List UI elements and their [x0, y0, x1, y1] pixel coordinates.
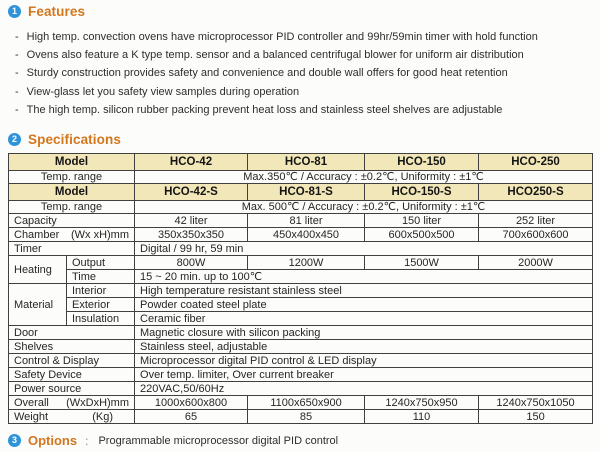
bullet-dash: - — [15, 49, 19, 62]
table-row-chamber — [9, 228, 593, 242]
features-title: Features — [28, 4, 86, 19]
spec-value: 150 liter — [365, 214, 479, 228]
spec-value: 600x500x500 — [365, 228, 479, 242]
list-item — [15, 64, 600, 82]
feature-text: High temp. convection ovens have microprocessor PID controller and 99hr/59min timer with hold function — [26, 31, 538, 43]
spec-value: 150 — [479, 410, 593, 424]
spec-value: 2000W — [479, 256, 593, 270]
spec-value: Over temp. limiter, Over current breaker — [135, 368, 593, 382]
spec-value: Digital / 99 hr, 59 min — [135, 242, 593, 256]
table-row-capacity — [9, 214, 593, 228]
row-label: Temp. range — [9, 171, 135, 184]
weight-unit-label: (Kg) — [92, 410, 114, 423]
bullet-dash: - — [15, 31, 19, 43]
spec-value: 15 ~ 20 min. up to 100℃ — [135, 270, 593, 284]
spec-value: Microprocessor digital PID control & LED display — [135, 354, 593, 368]
table-row-safety-device — [9, 368, 593, 382]
row-label — [9, 228, 135, 242]
spec-value: 85 — [248, 410, 365, 424]
bullet-dash: - — [15, 67, 19, 80]
row-group-label: Heating — [9, 256, 67, 284]
table-row-weight — [9, 410, 593, 424]
list-item — [15, 46, 600, 64]
row-sub-label: Time — [67, 270, 135, 284]
row-label — [9, 396, 135, 410]
spec-table — [8, 153, 593, 424]
spec-value: 800W — [135, 256, 248, 270]
features-list — [15, 28, 600, 119]
model-cell: HCO-250 — [479, 154, 593, 171]
model-cell: HCO-42 — [135, 154, 248, 171]
table-row-door — [9, 326, 593, 340]
table-row-power-source — [9, 382, 593, 396]
options-title: Options — [28, 433, 78, 449]
list-item — [15, 28, 600, 46]
table-row-overall — [9, 396, 593, 410]
table-row-shelves — [9, 340, 593, 354]
overall-label: Overall — [14, 396, 49, 409]
row-label: Temp. range — [9, 201, 135, 214]
section-number-2-icon: 2 — [8, 133, 21, 146]
spec-value: 1500W — [365, 256, 479, 270]
chamber-label: Chamber — [14, 228, 60, 241]
section-number-1-icon: 1 — [8, 5, 21, 18]
specifications-section-header — [8, 132, 600, 147]
overall-unit-label: (WxDxH)mm — [66, 396, 130, 409]
row-sub-label: Output — [67, 256, 135, 270]
table-row-heating-time — [9, 270, 593, 284]
specifications-title: Specifications — [28, 132, 121, 148]
features-section-header — [8, 4, 600, 19]
spec-value: 65 — [135, 410, 248, 424]
spec-value: 1000x600x800 — [135, 396, 248, 410]
options-text: Programmable microprocessor digital PID control — [98, 434, 339, 447]
table-row-temp-range-2 — [9, 201, 593, 214]
model-cell: HCO-150 — [365, 154, 479, 171]
spec-value: Magnetic closure with silicon packing — [135, 326, 593, 340]
spec-value: 81 liter — [248, 214, 365, 228]
row-sub-label: Exterior — [67, 298, 135, 312]
row-label: Control & Display — [9, 354, 135, 368]
spec-value: 1240x750x950 — [365, 396, 479, 410]
feature-text: The high temp. silicon rubber packing prevent heat loss and stainless steel shelves are adjustable — [26, 103, 503, 116]
table-row-model-2 — [9, 184, 593, 201]
chamber-unit-label: (Wx xH)mm — [70, 228, 130, 241]
section-number-3-icon: 3 — [8, 434, 21, 447]
spec-value: Stainless steel, adjustable — [135, 340, 593, 354]
spec-value: Max.350℃ / Accuracy : ±0.2℃, Uniformity : ±1℃ — [135, 171, 593, 184]
spec-value: 1240x750x1050 — [479, 396, 593, 410]
list-item — [15, 83, 600, 101]
row-group-label: Material — [9, 284, 67, 326]
spec-value: Powder coated steel plate — [135, 298, 593, 312]
spec-value: 1100x650x900 — [248, 396, 365, 410]
row-label: Capacity — [9, 214, 135, 228]
row-sub-label: Insulation — [67, 312, 135, 326]
spec-value: 42 liter — [135, 214, 248, 228]
options-section — [8, 433, 600, 448]
model-cell: HCO-150-S — [365, 184, 479, 201]
row-sub-label: Interior — [67, 284, 135, 298]
table-row-temp-range-1 — [9, 171, 593, 184]
table-row-control-display — [9, 354, 593, 368]
spec-value: 252 liter — [479, 214, 593, 228]
weight-label: Weight — [14, 410, 49, 423]
spec-value: 1200W — [248, 256, 365, 270]
feature-text: Sturdy construction provides safety and convenience and double wall offers for good heat retention — [26, 67, 508, 80]
options-colon: : — [85, 433, 89, 448]
row-label: Door — [9, 326, 135, 340]
spec-value: 700x600x600 — [479, 228, 593, 242]
table-row-timer — [9, 242, 593, 256]
spec-value: Ceramic fiber — [135, 312, 593, 326]
row-label: Shelves — [9, 340, 135, 354]
spec-value: 220VAC,50/60Hz — [135, 382, 593, 396]
spec-value: 450x400x450 — [248, 228, 365, 242]
row-label: Model — [9, 184, 135, 201]
spec-value: 110 — [365, 410, 479, 424]
row-label: Safety Device — [9, 368, 135, 382]
row-label: Power source — [9, 382, 135, 396]
model-cell: HCO-81-S — [248, 184, 365, 201]
feature-text: Ovens also feature a K type temp. sensor and a balanced centrifugal blower for uniform air distribution — [26, 49, 524, 62]
table-row-heating-output — [9, 256, 593, 270]
list-item — [15, 101, 600, 119]
row-label: Model — [9, 154, 135, 171]
model-cell: HCO-42-S — [135, 184, 248, 201]
table-row-model-1 — [9, 154, 593, 171]
spec-value: 350x350x350 — [135, 228, 248, 242]
table-row-material-insulation — [9, 312, 593, 326]
bullet-dash: - — [15, 103, 19, 116]
model-cell: HCO-81 — [248, 154, 365, 171]
table-row-material-exterior — [9, 298, 593, 312]
row-label — [9, 410, 135, 424]
spec-value: Max. 500℃ / Accuracy : ±0.2℃, Uniformity : ±1℃ — [135, 201, 593, 214]
spec-value: High temperature resistant stainless steel — [135, 284, 593, 298]
model-cell: HCO250-S — [479, 184, 593, 201]
row-label: Timer — [9, 242, 135, 256]
table-row-material-interior — [9, 284, 593, 298]
feature-text: View-glass let you safety view samples during operation — [26, 85, 300, 98]
bullet-dash: - — [15, 85, 19, 98]
